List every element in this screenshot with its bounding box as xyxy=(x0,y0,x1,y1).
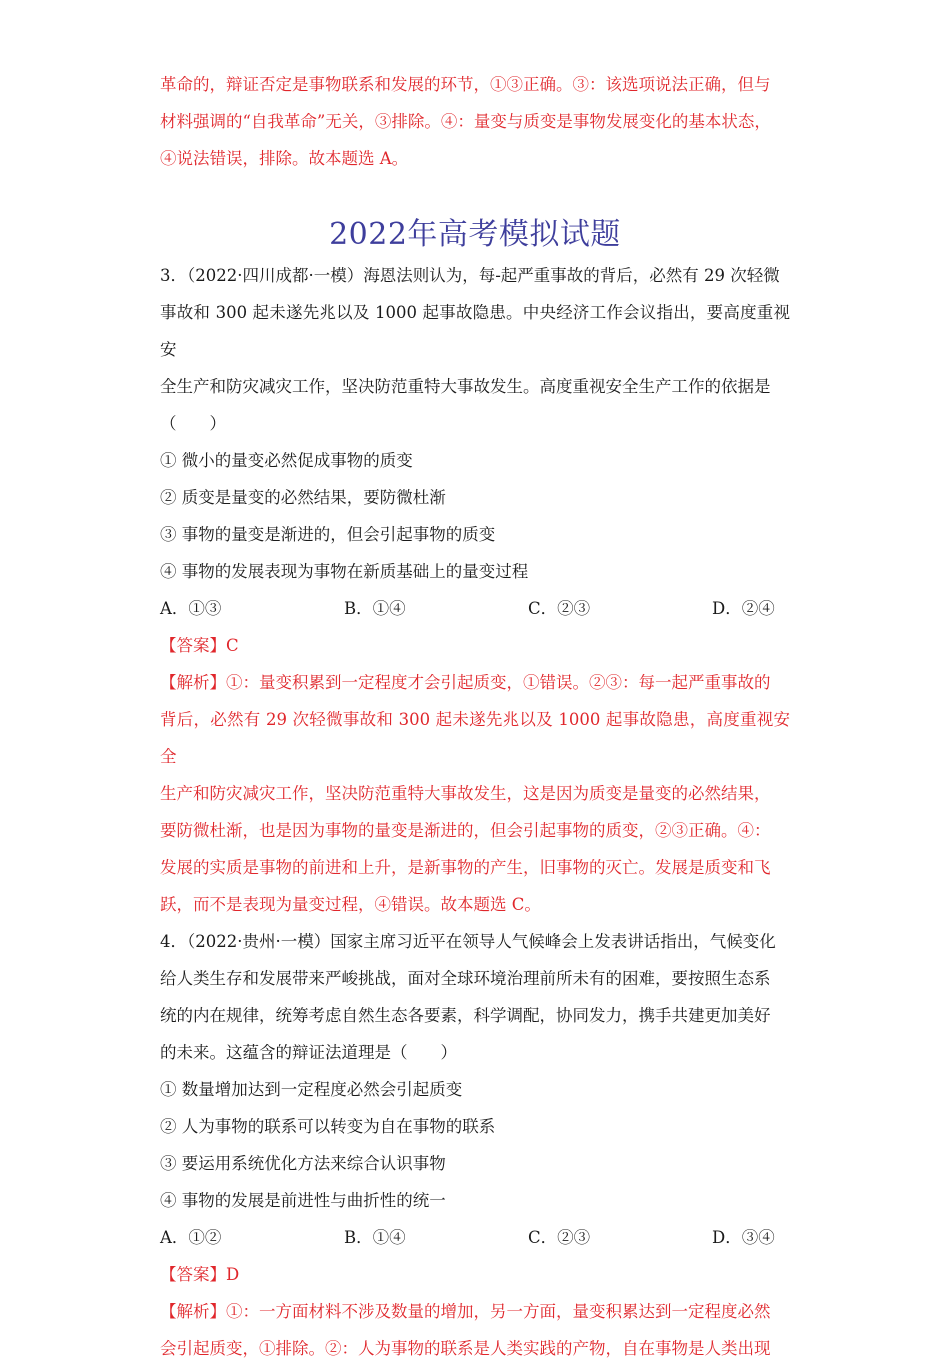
analysis-text: ①：量变积累到一定程度才会引起质变，①错误。②③：每一起严重事故的 xyxy=(226,673,771,692)
intro-analysis xyxy=(160,66,790,177)
question-stem-line: 的未来。这蕴含的辩证法道理是（ ） xyxy=(160,1043,457,1062)
question-stem-line: 全生产和防灾减灾工作，坚决防范重特大事故发生。高度重视安全生产工作的依据是 xyxy=(160,377,771,396)
analysis-line: 要防微杜渐，也是因为事物的量变是渐进的，但会引起事物的质变，②③正确。④： xyxy=(160,821,771,840)
intro-line: 革命的，辩证否定是事物联系和发展的环节，①③正确。③：该选项说法正确，但与 xyxy=(160,75,771,94)
option-item: ② 质变是量变的必然结果，要防微杜渐 xyxy=(160,488,446,507)
question-stem-line: 统的内在规律，统筹考虑自然生态各要素，科学调配，协同发力，携手共建更加美好 xyxy=(160,1006,771,1025)
option-item: ④ 事物的发展表现为事物在新质基础上的量变过程 xyxy=(160,562,529,581)
choice-c: C．②③ xyxy=(528,599,591,618)
choice-b: B．①④ xyxy=(344,599,406,618)
analysis-text: ①：一方面材料不涉及数量的增加，另一方面，量变积累达到一定程度必然 xyxy=(226,1302,771,1321)
analysis-line: 背后，必然有 29 次轻微事故和 300 起未遂先兆以及 1000 起事故隐患，高度重视安全 xyxy=(160,710,790,766)
question-stem-line: 事故和 300 起未遂先兆以及 1000 起事故隐患。中央经济工作会议指出，要高度重视安 xyxy=(160,303,790,359)
choice-d: D．②④ xyxy=(712,599,775,618)
intro-line: 材料强调的“自我革命”无关，③排除。④：量变与质变是事物发展变化的基本状态， xyxy=(160,112,771,131)
analysis-line: 发展的实质是事物的前进和上升，是新事物的产生，旧事物的灭亡。发展是质变和飞 xyxy=(160,858,771,877)
choice-b: B．①④ xyxy=(344,1228,406,1247)
answer-line xyxy=(160,1256,790,1293)
choice-c: C．②③ xyxy=(528,1228,591,1247)
question-stem-line: 给人类生存和发展带来严峻挑战，面对全球环境治理前所未有的困难，要按照生态系 xyxy=(160,969,771,988)
option-item: ② 人为事物的联系可以转变为自在事物的联系 xyxy=(160,1117,496,1136)
choice-a: A．①② xyxy=(160,1228,222,1247)
analysis-label: 【解析】 xyxy=(160,1302,226,1321)
analysis-block xyxy=(160,664,790,923)
option-item: ③ 事物的量变是渐进的，但会引起事物的质变 xyxy=(160,525,496,544)
analysis-line: 会引起质变，①排除。②：人为事物的联系是人类实践的产物，自在事物是人类出现 xyxy=(160,1339,771,1358)
option-item: ③ 要运用系统优化方法来综合认识事物 xyxy=(160,1154,446,1173)
analysis-line: 生产和防灾减灾工作，坚决防范重特大事故发生，这是因为质变是量变的必然结果， xyxy=(160,784,771,803)
answer-choices xyxy=(160,1219,790,1256)
intro-line: ④说法错误，排除。故本题选 A。 xyxy=(160,149,409,168)
question-stem-line: 4．（2022·贵州·一模）国家主席习近平在领导人气候峰会上发表讲话指出，气候变化 xyxy=(160,932,776,951)
analysis-line xyxy=(160,1293,790,1330)
analysis-line xyxy=(160,664,790,701)
question-stem-line: （ ） xyxy=(160,414,226,433)
question-4 xyxy=(160,923,790,1367)
answer-value: D xyxy=(226,1265,240,1284)
option-item: ① 数量增加达到一定程度必然会引起质变 xyxy=(160,1080,463,1099)
answer-value: C xyxy=(226,636,239,655)
analysis-label: 【解析】 xyxy=(160,673,226,692)
answer-label: 【答案】 xyxy=(160,636,226,655)
question-3 xyxy=(160,257,790,923)
question-stem-line: 3．（2022·四川成都·一模）海恩法则认为，每-起严重事故的背后，必然有 29 次轻微 xyxy=(160,266,780,285)
choice-a: A．①③ xyxy=(160,599,222,618)
answer-choices xyxy=(160,590,790,627)
analysis-line: 跃，而不是表现为量变过程，④错误。故本题选 C。 xyxy=(160,895,541,914)
document-page xyxy=(160,66,790,1367)
answer-label: 【答案】 xyxy=(160,1265,226,1284)
option-item: ① 微小的量变必然促成事物的质变 xyxy=(160,451,413,470)
analysis-block xyxy=(160,1293,790,1367)
option-item: ④ 事物的发展是前进性与曲折性的统一 xyxy=(160,1191,446,1210)
answer-line xyxy=(160,627,790,664)
section-title: 2022年高考模拟试题 xyxy=(329,217,621,252)
choice-d: D．③④ xyxy=(712,1228,775,1247)
